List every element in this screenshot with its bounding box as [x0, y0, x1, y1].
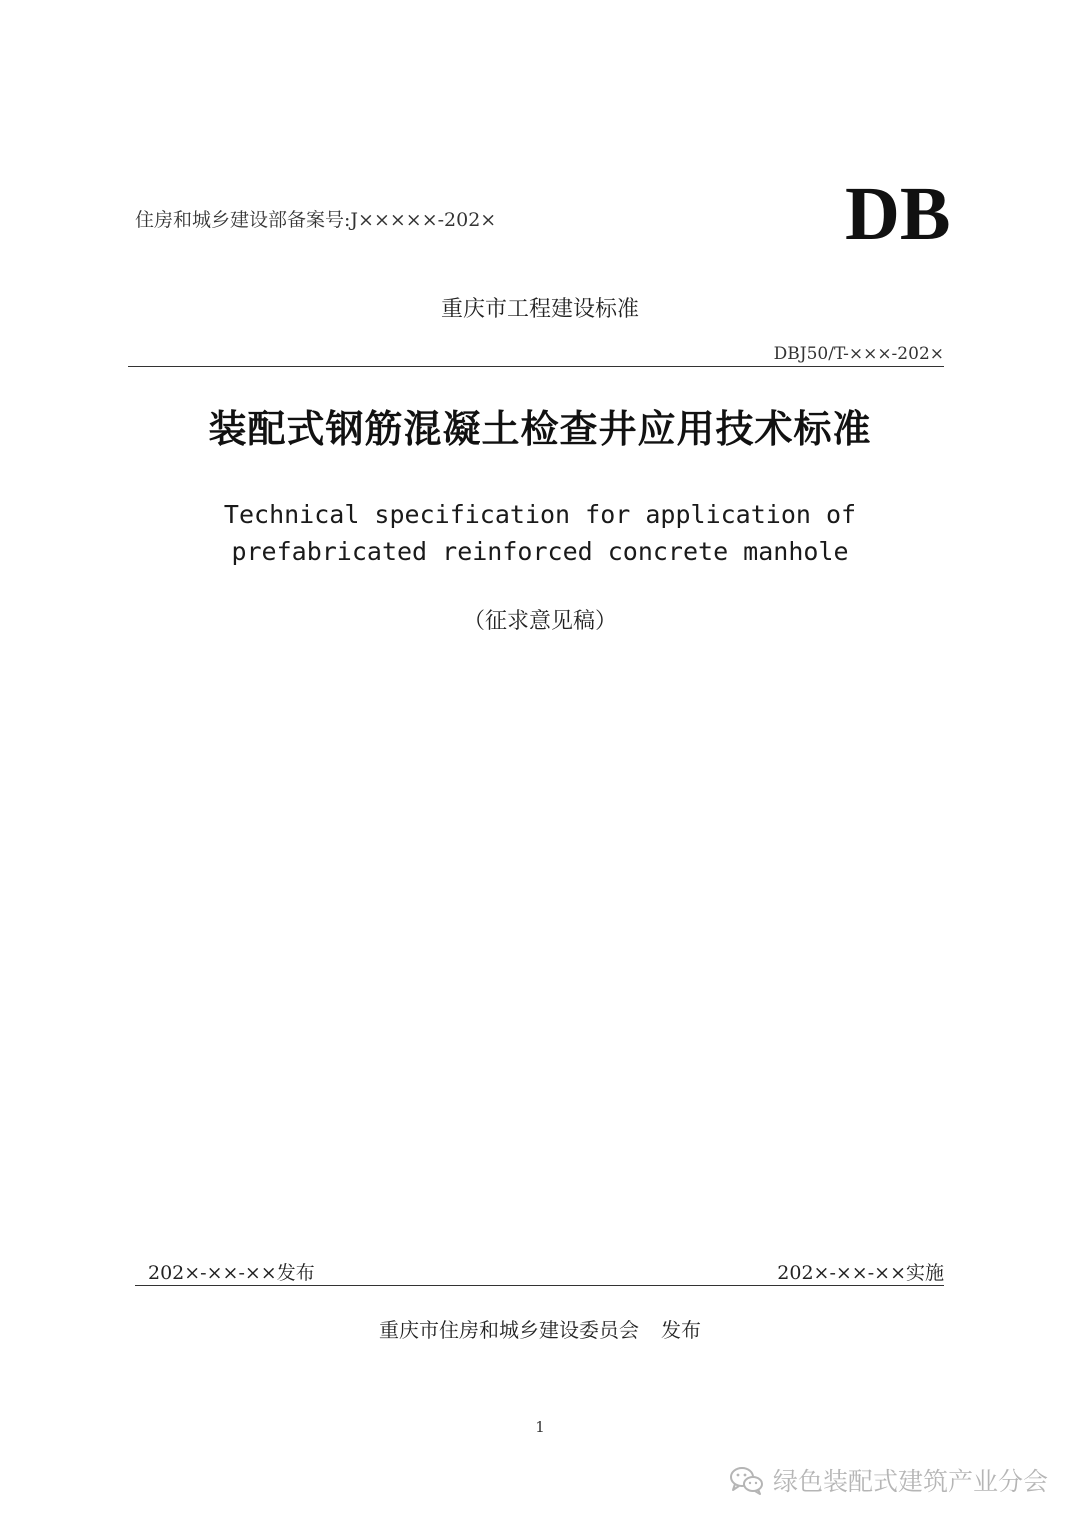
effective-date: 202×-××-××实施	[777, 1262, 944, 1284]
draft-status: （征求意见稿）	[462, 609, 617, 634]
wechat-icon	[729, 1465, 765, 1495]
header-divider	[128, 366, 944, 367]
watermark	[729, 1462, 1048, 1498]
footer-divider	[135, 1285, 944, 1286]
issuer-line	[0, 1314, 1080, 1343]
title-english-line-2: prefabricated reinforced concrete manhole	[231, 537, 849, 566]
standard-category: 重庆市工程建设标准	[440, 297, 639, 322]
title-english	[0, 496, 1080, 570]
title-english-line-1: Technical specification for application of	[223, 500, 857, 529]
page-number: 1	[535, 1418, 545, 1436]
issuer-action: 发布	[661, 1318, 701, 1342]
title-chinese: 装配式钢筋混凝土检查井应用技术标准	[208, 406, 872, 451]
issuer-name: 重庆市住房和城乡建设委员会	[379, 1318, 639, 1342]
standard-number: DBJ50/T-×××-202×	[773, 344, 944, 364]
filing-number: 住房和城乡建设部备案号:J×××××-202×	[135, 209, 497, 231]
db-mark: DB	[845, 172, 951, 256]
watermark-text: 绿色装配式建筑产业分会	[772, 1467, 1048, 1496]
release-date: 202×-××-××发布	[148, 1262, 315, 1284]
